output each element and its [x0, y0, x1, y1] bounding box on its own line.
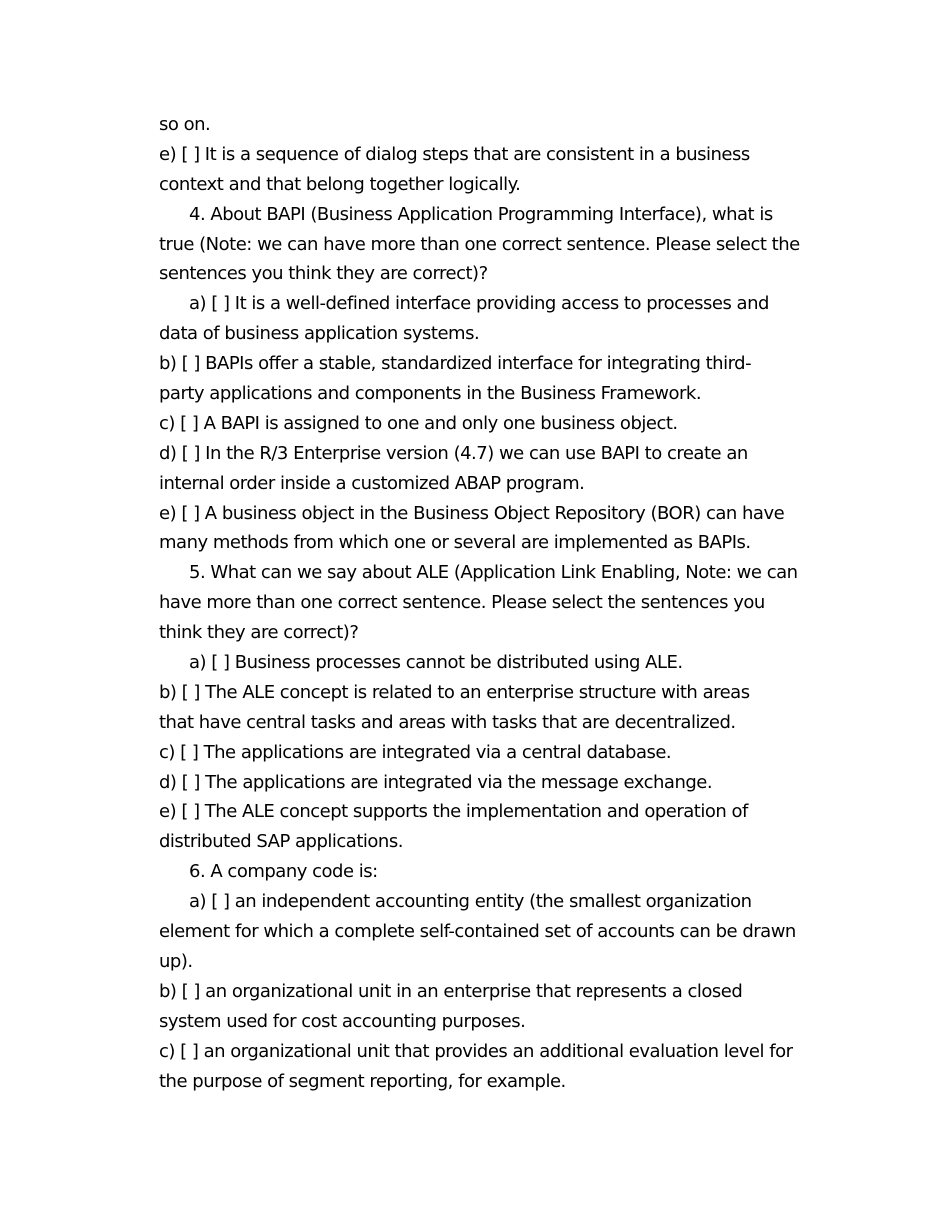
text-line: a) [ ] Business processes cannot be distributed using ALE. — [189, 652, 683, 674]
text-line: internal order inside a customized ABAP program. — [159, 472, 585, 494]
document-page — [159, 110, 819, 1096]
text-line: c) [ ] A BAPI is assigned to one and only one business object. — [159, 412, 678, 434]
text-line: e) [ ] It is a sequence of dialog steps that are consistent in a business — [159, 143, 750, 165]
text-line: many methods from which one or several are implemented as BAPIs. — [159, 532, 751, 554]
text-line: sentences you think they are correct)? — [159, 263, 488, 285]
text-line: context and that belong together logically. — [159, 173, 521, 195]
text-line: a) [ ] It is a well-defined interface providing access to processes and — [189, 293, 769, 315]
text-line: b) [ ] BAPIs offer a stable, standardized interface for integrating third- — [159, 353, 752, 375]
text-line: data of business application systems. — [159, 323, 480, 345]
text-line: e) [ ] A business object in the Business Object Repository (BOR) can have — [159, 502, 785, 524]
text-line: 4. About BAPI (Business Application Programming Interface), what is — [189, 203, 773, 225]
text-line: have more than one correct sentence. Please select the sentences you — [159, 592, 765, 614]
text-line: 5. What can we say about ALE (Application Link Enabling, Note: we can — [189, 562, 798, 584]
text-line: the purpose of segment reporting, for example. — [159, 1070, 566, 1092]
text-line: c) [ ] The applications are integrated via a central database. — [159, 741, 672, 763]
text-line: element for which a complete self-contained set of accounts can be drawn — [159, 921, 796, 943]
text-line: system used for cost accounting purposes. — [159, 1010, 526, 1032]
text-line: think they are correct)? — [159, 622, 359, 644]
text-line: e) [ ] The ALE concept supports the implementation and operation of — [159, 801, 748, 823]
text-line: party applications and components in the Business Framework. — [159, 383, 702, 405]
text-line: d) [ ] In the R/3 Enterprise version (4.7) we can use BAPI to create an — [159, 442, 748, 464]
text-line: distributed SAP applications. — [159, 831, 403, 853]
text-line: d) [ ] The applications are integrated via the message exchange. — [159, 771, 713, 793]
text-line: true (Note: we can have more than one correct sentence. Please select the — [159, 233, 800, 255]
text-line: b) [ ] an organizational unit in an enterprise that represents a closed — [159, 980, 743, 1002]
text-line: that have central tasks and areas with tasks that are decentralized. — [159, 711, 736, 733]
text-line: 6. A company code is: — [189, 861, 378, 883]
text-line: up). — [159, 950, 193, 972]
text-line: b) [ ] The ALE concept is related to an enterprise structure with areas — [159, 681, 750, 703]
text-line: c) [ ] an organizational unit that provides an additional evaluation level for — [159, 1040, 793, 1062]
text-line: so on. — [159, 114, 211, 135]
text-line: a) [ ] an independent accounting entity (the smallest organization — [189, 891, 752, 913]
